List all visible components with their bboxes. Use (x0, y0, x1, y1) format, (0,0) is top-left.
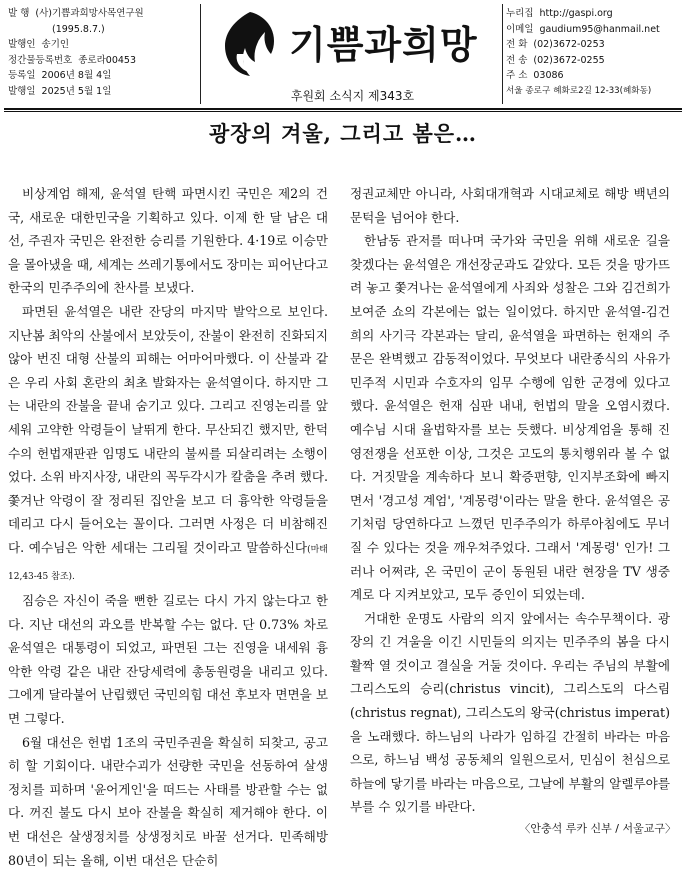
header-rule (4, 108, 682, 110)
flame-logo-icon (215, 10, 285, 78)
contact-info-row: 누리집 http://gaspi.org (506, 8, 613, 19)
masthead-title: 기쁨과희망 (289, 23, 478, 67)
article-paragraph: 정권교체만 아니라, 사회대개혁과 시대교체로 해방 백년의 문턱을 넘어야 한다. (350, 186, 670, 225)
article-paragraph: 한남동 관저를 떠나며 국가와 국민을 위해 새로운 길을 찾겠다는 윤석열은 개선장군과도 같았다. 모든 것을 망가뜨려 놓고 쫓겨나는 윤석열에게 사죄와 성찰은 그와 김건희가 보여준 쇼의 각본에는 없는 일이었다. 하지만 윤석열-김건희의 사기극 각본과는 달리, 윤석열을 파면하는 헌재의 주문은 완벽했고 감동적이었다. 무엇보다 내란종식의 사유가 민주적 시민과 수호자의 임무 수행에 임한 군경에 있다고 했다. 윤석열은 헌재 심판 내내, 헌법의 말을 오염시켰다. 예수님 시대 율법학자를 보는 듯했다. 비상계엄을 통해 진영전쟁을 선포한 이상, 그것은 고도의 통치행위라 볼 수 없다. 거짓말을 계속하다 보니 확증편향, 인지부조화에 빠지면서 '경고성 계엄', '계몽령'이라는 말을 한다. 윤석열은 공기처럼 당연하다고 느꼈던 민주주의가 하루아침에도 무너질 수 있다는 것을 깨우쳐주었다. 그래서 '계몽령' 인가! 그러나 어쩌랴, 온 국민이 군이 동원된 내란 현장을 TV 생중계로 다 지켜보았고, 모두 증인이 되었는데. (350, 233, 670, 603)
masthead-logo (205, 4, 500, 84)
publisher-info-row: 발행일 2025년 5월 1일 (8, 85, 112, 97)
contact-info-row: 전 송 (02)3672-0255 (506, 54, 605, 66)
article-column-left (8, 182, 328, 872)
scripture-citation: (마태 12,43-45 참조). (8, 544, 328, 582)
publisher-info-row: 정간물등록번호 종로라00453 (8, 54, 137, 66)
publisher-info-row: (1995.8.7.) (52, 23, 105, 35)
publisher-info (8, 6, 144, 99)
newsletter-header (0, 0, 686, 110)
publisher-info-row: 발행인 송기인 (8, 39, 70, 50)
publisher-info-row: 발 행 (사)기쁨과희망사목연구원 (8, 8, 144, 19)
article-paragraph: 6월 대선은 헌법 1조의 국민주권을 확실히 되찾고, 공고히 할 기회이다. 내란수괴가 선량한 국민을 선동하여 살생정치를 피하며 '윤어게인'을 떠드는 사태를 방관할 수는 없다. 꺼진 불도 다시 보아 잔불을 확실히 제거해야 한다. 이번 대선은 살생정치를 상생정치로 바꿀 선거다. 민족해방 80년이 되는 올해, 이번 대선은 단순히 (8, 734, 328, 868)
contact-info-row: 이메일 gaudium95@hanmail.net (506, 23, 660, 35)
contact-info-row: 전 화 (02)3672-0253 (506, 39, 605, 50)
publisher-info-row: 등록일 2006년 8월 4일 (8, 70, 112, 81)
author-signature: 〈안충석 루카 신부 / 서울교구〉 (519, 822, 676, 835)
article-column-right (350, 182, 670, 819)
article-paragraph: 짐승은 자신이 죽을 뻔한 길로는 다시 가지 않는다고 한다. 지난 대선의 과오를 반복할 수는 없다. 단 0.73% 차로 윤석열은 대통령이 되었고, 파면된 그는 진영을 내세워 흉악한 악령 같은 내란 잔당세력에 총동원령을 내리고 있다. 그에게 달라붙어 난립했던 국민의힘 대선 후보자 면면을 보면 그렇다. (8, 593, 328, 727)
website-link[interactable]: http://gaspi.org (539, 8, 613, 19)
paragraph-text: 파면된 윤석열은 내란 잔당의 마지막 발악으로 보인다. 지난봄 최악의 산불에서 보았듯이, 잔불이 완전히 진화되지 않아 번진 대형 산불의 피해는 어마어마했다. 이 산불과 같은 우리 사회 혼란의 최초 발화자는 윤석열이다. 하지만 그는 내란의 잔불을 끝내 숨기고 있다. 그리고 진영논리를 앞세워 고약한 악령들이 날뛰게 한다. 무산되긴 했지만, 한덕수의 헌법재판관 임명도 내란의 불씨를 되살리려는 소행이었다. 소위 바지사장, 내란의 꼭두각시가 칼춤을 추려 했다. 쫓겨난 악령이 잘 정리된 집안을 보고 더 흉악한 악령들을 데리고 다시 들어오는 꼴이다. 그러면 사정은 더 비참해진다. 예수님은 악한 세대는 그리될 것이라고 말씀하신다 (8, 303, 328, 555)
header-divider (502, 4, 503, 104)
contact-info-row: 주 소 03086 (506, 70, 564, 81)
article-title: 광장의 겨울, 그리고 봄은… (208, 121, 478, 146)
article-paragraph (8, 300, 328, 589)
contact-info-row: 서울 종로구 혜화로2길 12-33(혜화동) (506, 85, 652, 96)
contact-info (506, 6, 660, 99)
issue-number: 후원회 소식지 제343호 (290, 89, 415, 103)
header-rule (4, 111, 682, 112)
article-paragraph: 거대한 운명도 사람의 의지 앞에서는 속수무책이다. 광장의 긴 겨울을 이긴 시민들의 의지는 민주주의 봄을 다시 활짝 열 것이고 결실을 거둘 것이다. 우리는 주님의 부활에 그리스도의 승리(christus vincit), 그리스도의 다스림(christus regnat), 그리스도의 왕국(christus imperat)을 노래했다. 하느님의 나라가 임하길 간절히 바라는 마음으로, 하느님 백성 공동체의 일원으로서, 민심이 천심으로 하늘에 닿기를 바라는 마음으로, 그날에 부활의 알렐루야를 부를 수 있기를 바란다. (350, 610, 670, 815)
article-paragraph: 비상계엄 해제, 윤석열 탄핵 파면시킨 국민은 제2의 건국, 새로운 대한민국을 기획하고 있다. 이제 한 달 남은 대선, 주권자 국민은 완전한 승리를 기원한다. 4·19로 이승만을 몰아냈을 때, 세계는 쓰레기통에서도 장미는 피어난다고 한국의 민주주의에 찬사를 보냈다. (8, 186, 328, 296)
header-divider (200, 4, 201, 104)
email-link[interactable]: gaudium95@hanmail.net (539, 23, 660, 35)
